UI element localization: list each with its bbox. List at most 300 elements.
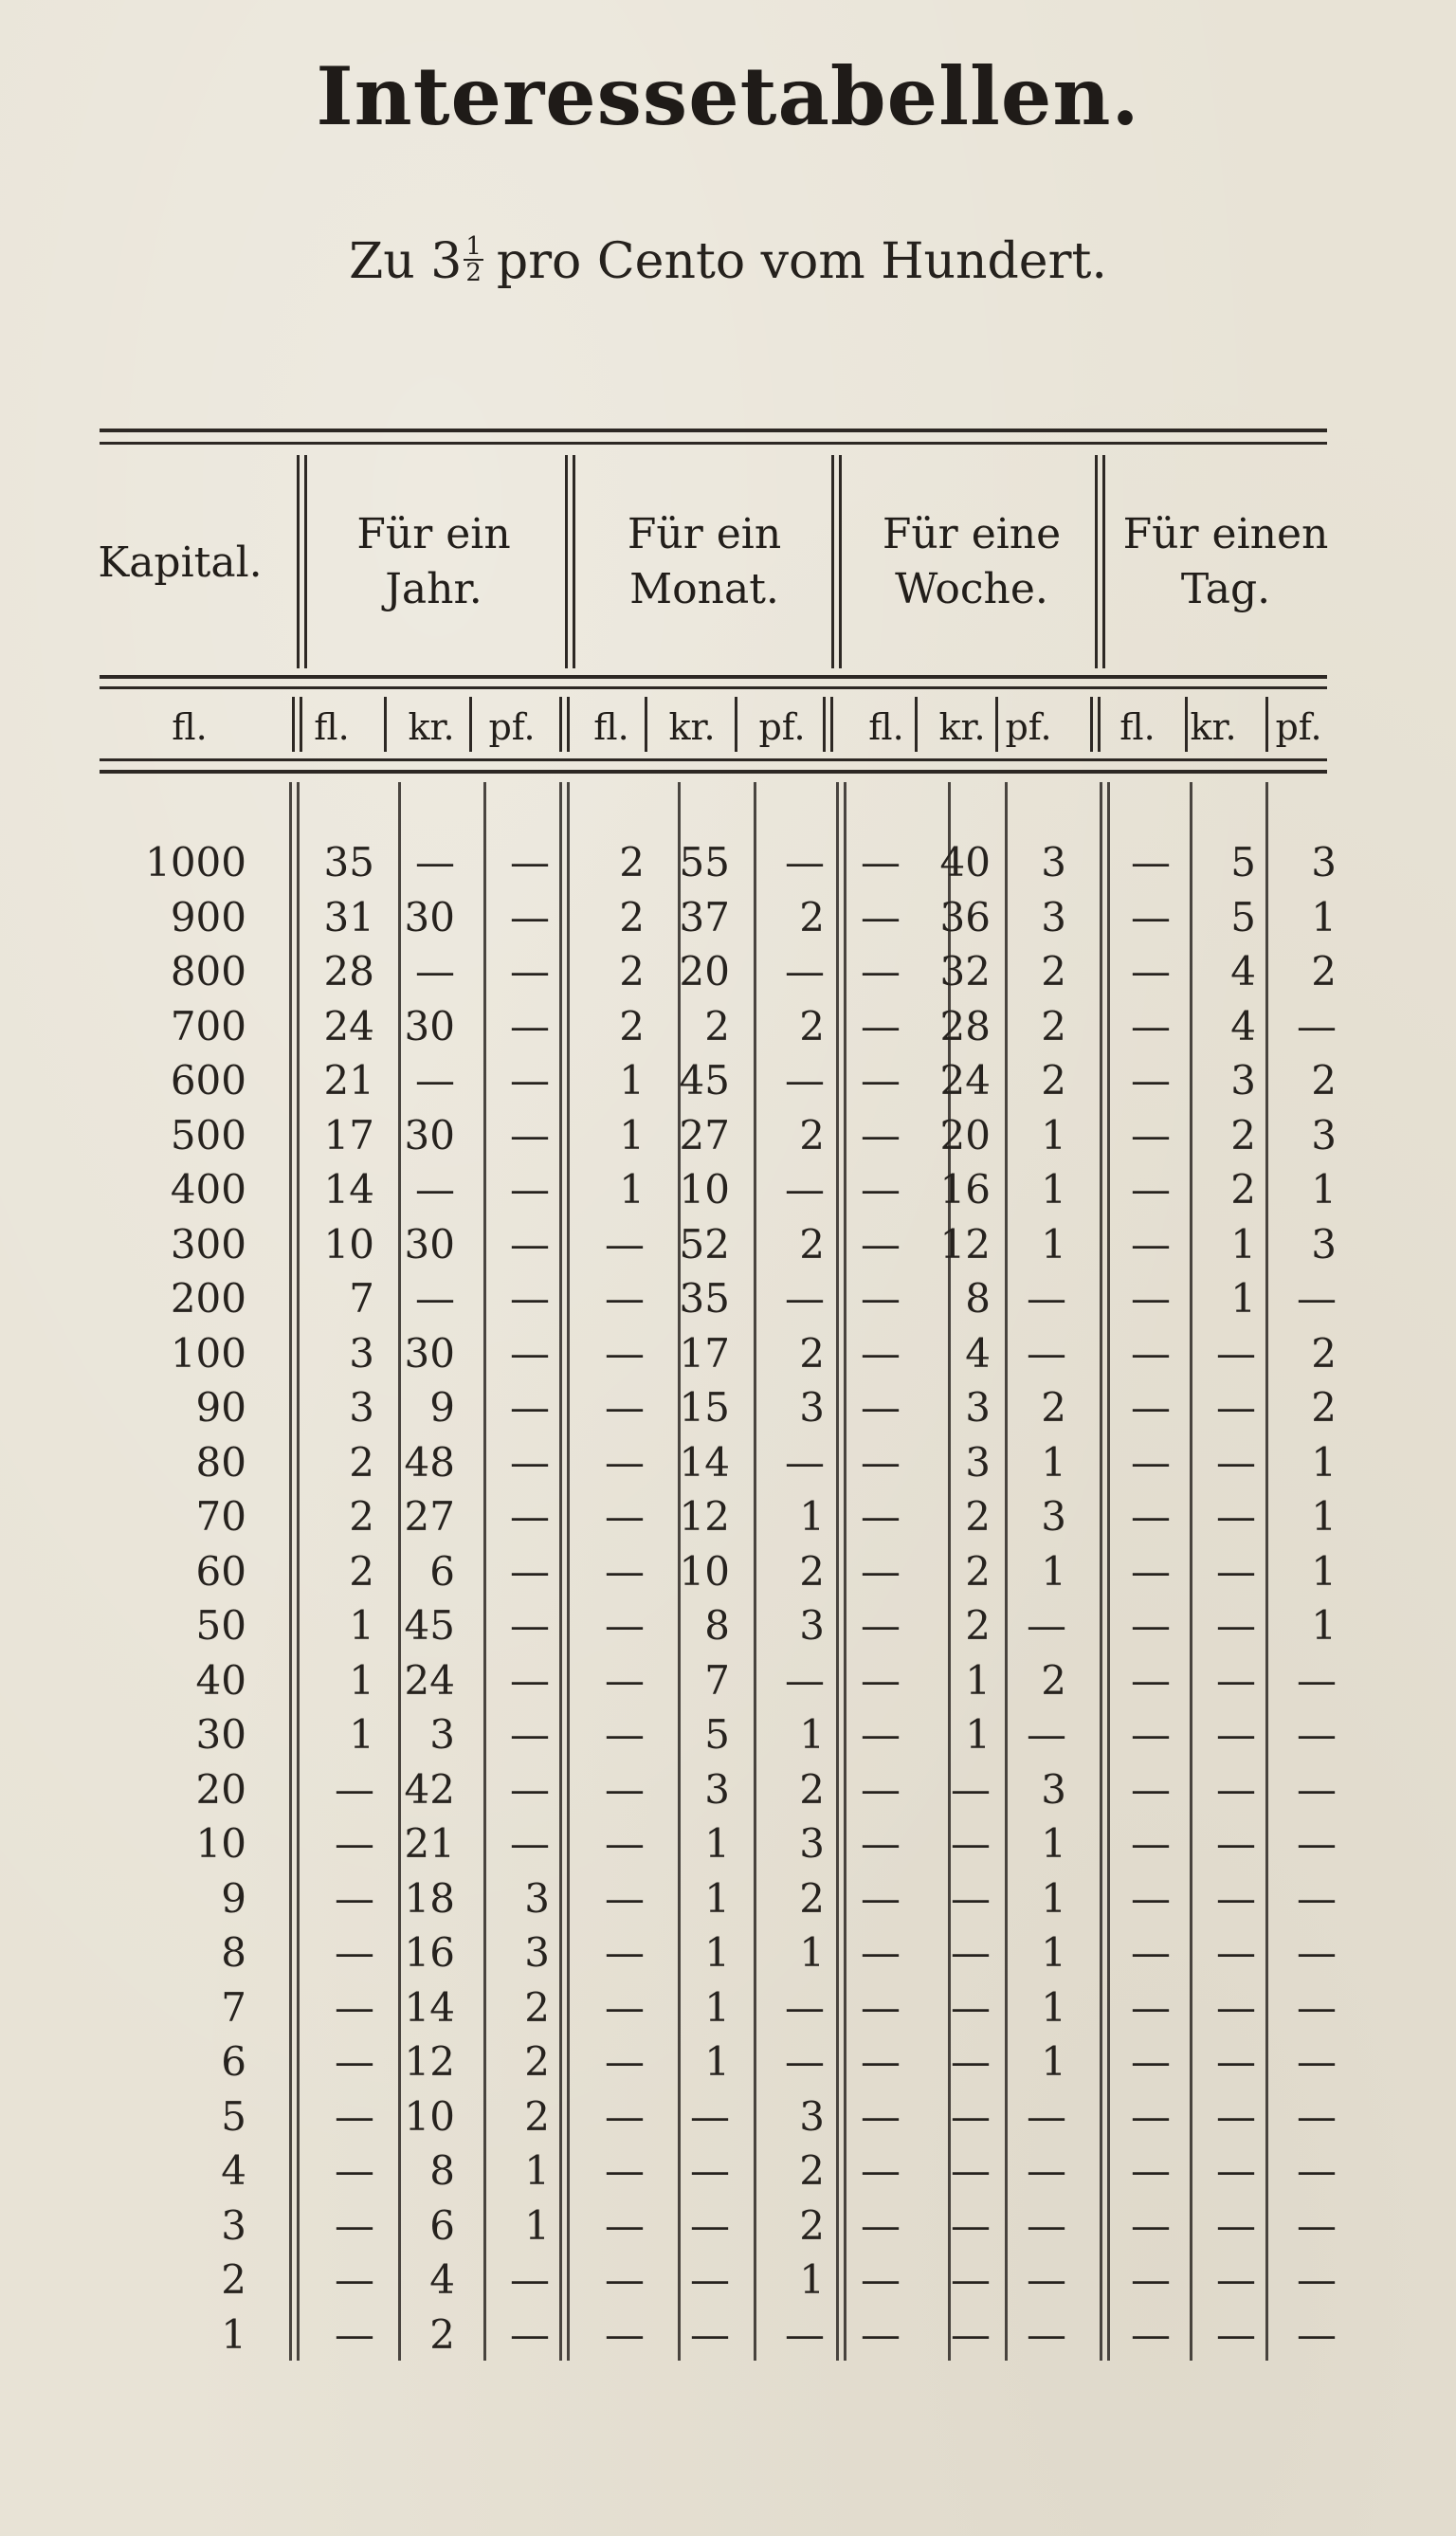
table-cell: —: [335, 2147, 374, 2194]
table-cell: —: [1297, 1275, 1337, 1322]
table-cell: 14: [679, 1438, 730, 1486]
table-cell: 1: [1041, 1111, 1066, 1159]
table-cell: —: [605, 1547, 645, 1595]
table-cell: —: [1297, 1765, 1337, 1813]
table-cell: —: [510, 1820, 550, 1867]
table-cell: 1: [799, 1493, 825, 1540]
unit-label: kr.: [938, 706, 986, 748]
table-cell: 14: [323, 1166, 374, 1213]
table-cell: 3: [524, 1929, 550, 1976]
table-cell: 7: [704, 1656, 730, 1704]
table-cell: 31: [323, 893, 374, 940]
table-cell: 3: [1041, 839, 1066, 885]
table-cell: 10: [323, 1220, 374, 1268]
table-cell: —: [861, 2201, 901, 2249]
table-cell: —: [1131, 1384, 1171, 1431]
table-cell: 1: [524, 2201, 550, 2249]
table-cell: —: [1297, 1711, 1337, 1758]
table-cell: —: [1216, 2092, 1256, 2140]
capital-value: 500: [170, 1111, 246, 1159]
table-cell: 45: [404, 1602, 455, 1649]
table-cell: 2: [349, 1493, 374, 1540]
table-cell: —: [605, 1275, 645, 1322]
table-cell: —: [861, 839, 901, 885]
capital-value: 2: [221, 2256, 246, 2303]
table-cell: 20: [939, 1111, 991, 1159]
table-cell: 3: [1041, 893, 1066, 940]
table-cell: —: [1131, 1275, 1171, 1322]
table-cell: 2: [965, 1602, 991, 1649]
table-cell: 21: [323, 1057, 374, 1104]
table-cell: 3: [349, 1329, 374, 1377]
table-cell: 2: [1230, 1166, 1256, 1213]
table-cell: 3: [799, 1820, 825, 1867]
unit-divider: [300, 697, 302, 752]
table-cell: —: [785, 1983, 825, 2031]
table-cell: —: [690, 2201, 730, 2249]
table-cell: —: [415, 1166, 455, 1213]
table-cell: 1: [704, 1929, 730, 1976]
table-cell: —: [510, 1002, 550, 1049]
capital-value: 4: [221, 2147, 246, 2194]
table-cell: 1: [799, 2256, 825, 2303]
table-cell: —: [861, 2256, 901, 2303]
unit-label: pf.: [488, 706, 536, 748]
table-cell: —: [785, 948, 825, 994]
table-cell: —: [861, 1602, 901, 1649]
table-cell: 2: [1041, 1656, 1066, 1704]
table-cell: 8: [704, 1602, 730, 1649]
table-cell: —: [861, 893, 901, 940]
table-cell: —: [951, 2201, 991, 2249]
capital-value: 80: [195, 1438, 246, 1486]
table-cell: —: [510, 839, 550, 885]
table-cell: —: [861, 1874, 901, 1922]
page-subtitle: [0, 233, 1456, 291]
table-cell: —: [335, 1983, 374, 2031]
table-cell: 17: [323, 1111, 374, 1159]
table-cell: 3: [1041, 1493, 1066, 1540]
capital-value: 30: [195, 1711, 246, 1758]
table-cell: —: [1216, 1765, 1256, 1813]
table-cell: 2: [799, 2201, 825, 2249]
header-week-line1: Für eine: [882, 510, 1062, 558]
table-cell: —: [861, 1111, 901, 1159]
table-cell: —: [1027, 2147, 1066, 2194]
table-cell: 17: [679, 1329, 730, 1377]
table-cell: 10: [679, 1547, 730, 1595]
table-cell: —: [605, 2147, 645, 2194]
header-divider: [1095, 455, 1098, 668]
table-cell: —: [415, 1275, 455, 1322]
table-cell: —: [510, 1111, 550, 1159]
table-cell: —: [1216, 2310, 1256, 2358]
table-cell: —: [1131, 839, 1171, 885]
table-cell: —: [1297, 1983, 1337, 2031]
table-cell: 2: [799, 1547, 825, 1595]
table-cell: 3: [1311, 1220, 1337, 1268]
table-cell: —: [1131, 1166, 1171, 1213]
table-cell: —: [1131, 893, 1171, 940]
table-cell: —: [510, 2256, 550, 2303]
header-month-line2: Monat.: [629, 565, 779, 613]
capital-value: 800: [170, 948, 246, 994]
unit-divider: [292, 697, 295, 752]
table-cell: 55: [679, 839, 730, 885]
table-cell: —: [861, 2147, 901, 2194]
table-cell: —: [1131, 948, 1171, 994]
table-cell: —: [605, 2201, 645, 2249]
table-cell: 15: [679, 1384, 730, 1431]
table-cell: —: [1297, 2092, 1337, 2140]
table-cell: —: [1131, 1929, 1171, 1976]
table-cell: 12: [679, 1493, 730, 1540]
unit-divider: [1098, 697, 1101, 752]
table-cell: —: [1027, 2201, 1066, 2249]
header-divider: [297, 455, 300, 668]
table-cell: 6: [429, 1547, 455, 1595]
capital-value: 1000: [145, 839, 246, 885]
unit-label: kr.: [1190, 706, 1237, 748]
capital-value: 300: [170, 1220, 246, 1268]
table-cell: —: [335, 2256, 374, 2303]
table-cell: 9: [429, 1384, 455, 1431]
unit-divider: [823, 697, 826, 752]
table-cell: 2: [349, 1547, 374, 1595]
table-cell: —: [335, 2092, 374, 2140]
unit-label: kr.: [408, 706, 455, 748]
table-cell: 42: [404, 1765, 455, 1813]
table-cell: 1: [799, 1711, 825, 1758]
table-cell: 2: [704, 1002, 730, 1049]
table-cell: —: [335, 2310, 374, 2358]
table-cell: —: [605, 1874, 645, 1922]
capital-value: 8: [221, 1929, 246, 1976]
table-cell: —: [1297, 1656, 1337, 1704]
table-cell: 2: [799, 1002, 825, 1049]
unit-divider: [1265, 697, 1268, 752]
table-cell: —: [861, 1275, 901, 1322]
table-cell: 1: [1230, 1275, 1256, 1322]
header-bottom-rule: [100, 675, 1327, 679]
table-cell: —: [861, 1493, 901, 1540]
table-cell: —: [335, 1874, 374, 1922]
table-cell: 3: [1311, 1111, 1337, 1159]
table-cell: 2: [1230, 1111, 1256, 1159]
table-cell: —: [1216, 1384, 1256, 1431]
unit-divider: [559, 697, 562, 752]
unit-capital: fl.: [172, 706, 208, 748]
table-cell: —: [1216, 1983, 1256, 2031]
fraction-numerator: 1: [465, 231, 482, 261]
subtitle-suffix: pro Cento vom Hundert.: [496, 233, 1107, 290]
unit-label: fl.: [868, 706, 904, 748]
unit-divider: [1185, 697, 1188, 752]
table-cell: 1: [1311, 1547, 1337, 1595]
table-cell: 12: [939, 1220, 991, 1268]
table-cell: 1: [704, 1820, 730, 1867]
capital-value: 100: [170, 1329, 246, 1377]
table-cell: 2: [349, 1438, 374, 1486]
column-divider: [1265, 782, 1268, 2361]
column-divider: [559, 782, 562, 2361]
header-month: [576, 507, 832, 617]
capital-value: 900: [170, 893, 246, 940]
table-cell: 2: [965, 1547, 991, 1595]
table-cell: —: [510, 1166, 550, 1213]
table-cell: 2: [799, 1765, 825, 1813]
table-cell: —: [1131, 2256, 1171, 2303]
table-cell: —: [1297, 2038, 1337, 2085]
table-cell: 27: [404, 1493, 455, 1540]
table-cell: 1: [1311, 1602, 1337, 1649]
header-day-line1: Für einen: [1122, 510, 1329, 558]
capital-value: 6: [221, 2038, 246, 2085]
table-top-rule-inner: [100, 442, 1327, 445]
table-cell: —: [1027, 1602, 1066, 1649]
table-cell: 20: [679, 948, 730, 994]
header-year-line2: Jahr.: [385, 565, 482, 613]
capital-value: 400: [170, 1166, 246, 1213]
table-cell: 1: [1230, 1220, 1256, 1268]
table-cell: 28: [939, 1002, 991, 1049]
table-cell: 1: [1311, 1438, 1337, 1486]
capital-value: 9: [221, 1874, 246, 1922]
table-cell: 4: [965, 1329, 991, 1377]
table-cell: 2: [1041, 1057, 1066, 1104]
table-cell: 2: [1311, 1329, 1337, 1377]
capital-value: 200: [170, 1275, 246, 1322]
table-cell: —: [951, 1874, 991, 1922]
table-cell: —: [605, 1711, 645, 1758]
table-cell: 2: [799, 1874, 825, 1922]
table-cell: —: [1297, 2256, 1337, 2303]
table-cell: —: [785, 1656, 825, 1704]
table-cell: 2: [1041, 1384, 1066, 1431]
column-divider: [289, 782, 292, 2361]
table-cell: 3: [799, 1602, 825, 1649]
table-cell: 2: [965, 1493, 991, 1540]
table-cell: 45: [679, 1057, 730, 1104]
unit-label: pf.: [758, 706, 806, 748]
unit-divider: [469, 697, 472, 752]
capital-value: 7: [221, 1983, 246, 2031]
table-cell: 3: [429, 1711, 455, 1758]
table-cell: 1: [524, 2147, 550, 2194]
header-year-line1: Für ein: [356, 510, 511, 558]
table-cell: 36: [939, 893, 991, 940]
table-cell: —: [605, 1438, 645, 1486]
table-cell: —: [861, 2310, 901, 2358]
table-cell: —: [510, 1765, 550, 1813]
unit-divider: [384, 697, 387, 752]
table-cell: 2: [1041, 948, 1066, 994]
table-cell: —: [1216, 1438, 1256, 1486]
table-cell: —: [861, 1384, 901, 1431]
table-cell: 16: [939, 1166, 991, 1213]
capital-value: 600: [170, 1057, 246, 1104]
table-cell: 2: [799, 2147, 825, 2194]
table-cell: —: [1216, 1602, 1256, 1649]
table-cell: —: [1131, 1493, 1171, 1540]
table-cell: 1: [1041, 1220, 1066, 1268]
table-cell: —: [1216, 1547, 1256, 1595]
table-cell: 3: [965, 1384, 991, 1431]
table-cell: 24: [323, 1002, 374, 1049]
table-cell: —: [1131, 1438, 1171, 1486]
unit-label: pf.: [1005, 706, 1052, 748]
table-cell: 2: [524, 1983, 550, 2031]
table-cell: 1: [704, 2038, 730, 2085]
table-cell: 2: [524, 2092, 550, 2140]
table-cell: —: [1131, 1820, 1171, 1867]
table-cell: —: [1131, 1874, 1171, 1922]
unit-divider: [1090, 697, 1093, 752]
table-cell: —: [510, 1547, 550, 1595]
table-cell: 1: [349, 1711, 374, 1758]
table-cell: —: [1131, 2038, 1171, 2085]
table-cell: 24: [939, 1057, 991, 1104]
table-cell: 1: [965, 1711, 991, 1758]
table-cell: 2: [1311, 948, 1337, 994]
table-cell: —: [785, 1275, 825, 1322]
table-cell: 16: [404, 1929, 455, 1976]
table-cell: —: [861, 2092, 901, 2140]
table-cell: —: [861, 1166, 901, 1213]
table-cell: —: [510, 1057, 550, 1104]
table-cell: —: [1131, 1220, 1171, 1268]
table-cell: —: [785, 2038, 825, 2085]
capital-value: 90: [195, 1384, 246, 1431]
table-cell: —: [605, 1983, 645, 2031]
table-cell: 2: [799, 893, 825, 940]
table-cell: —: [510, 1384, 550, 1431]
header-week: [844, 507, 1100, 617]
capital-value: 700: [170, 1002, 246, 1049]
table-cell: 3: [799, 2092, 825, 2140]
table-cell: —: [785, 1166, 825, 1213]
header-month-line1: Für ein: [627, 510, 782, 558]
table-cell: —: [1216, 1656, 1256, 1704]
table-cell: —: [1131, 1002, 1171, 1049]
table-cell: 37: [679, 893, 730, 940]
table-cell: —: [605, 1384, 645, 1431]
table-cell: —: [861, 1820, 901, 1867]
table-cell: —: [1216, 2147, 1256, 2194]
table-cell: 3: [704, 1765, 730, 1813]
table-cell: —: [1216, 2038, 1256, 2085]
table-cell: 6: [429, 2201, 455, 2249]
table-cell: 40: [939, 839, 991, 885]
header-divider: [831, 455, 834, 668]
table-cell: —: [415, 839, 455, 885]
table-cell: —: [605, 1929, 645, 1976]
table-cell: 2: [1311, 1057, 1337, 1104]
unit-label: pf.: [1275, 706, 1322, 748]
table-cell: —: [1131, 1602, 1171, 1649]
table-cell: 2: [429, 2310, 455, 2358]
table-cell: 1: [619, 1166, 645, 1213]
table-top-rule: [100, 429, 1327, 432]
table-cell: 27: [679, 1111, 730, 1159]
table-cell: —: [861, 1765, 901, 1813]
table-cell: 12: [404, 2038, 455, 2085]
unit-bottom-rule-inner: [100, 770, 1327, 774]
table-cell: —: [1131, 2092, 1171, 2140]
table-cell: —: [510, 948, 550, 994]
table-cell: 2: [619, 948, 645, 994]
table-cell: 2: [619, 893, 645, 940]
header-day: [1107, 507, 1344, 617]
table-cell: —: [510, 893, 550, 940]
header-bottom-rule-inner: [100, 686, 1327, 689]
table-cell: 1: [349, 1602, 374, 1649]
table-cell: 1: [1041, 1166, 1066, 1213]
header-divider: [839, 455, 842, 668]
table-cell: —: [510, 2310, 550, 2358]
table-cell: —: [510, 1493, 550, 1540]
table-cell: —: [415, 948, 455, 994]
table-cell: —: [951, 2038, 991, 2085]
table-cell: 3: [1041, 1765, 1066, 1813]
table-cell: —: [510, 1220, 550, 1268]
table-cell: —: [1027, 2310, 1066, 2358]
unit-divider: [830, 697, 833, 752]
capital-value: 70: [195, 1493, 246, 1540]
table-cell: 1: [1041, 1983, 1066, 2031]
table-cell: —: [785, 839, 825, 885]
table-cell: —: [335, 1820, 374, 1867]
table-cell: 32: [939, 948, 991, 994]
table-cell: —: [510, 1275, 550, 1322]
header-day-line2: Tag.: [1180, 565, 1271, 613]
table-cell: —: [1216, 1874, 1256, 1922]
header-week-line2: Woche.: [895, 565, 1048, 613]
table-cell: —: [605, 1820, 645, 1867]
table-cell: —: [510, 1438, 550, 1486]
capital-value: 1: [221, 2310, 246, 2358]
table-cell: —: [861, 1057, 901, 1104]
table-cell: —: [1216, 1711, 1256, 1758]
table-cell: —: [415, 1057, 455, 1104]
unit-divider: [995, 697, 998, 752]
table-cell: —: [861, 1656, 901, 1704]
table-cell: —: [605, 1765, 645, 1813]
table-cell: —: [861, 948, 901, 994]
unit-divider: [915, 697, 918, 752]
table-cell: 2: [524, 2038, 550, 2085]
table-cell: 1: [1311, 1493, 1337, 1540]
header-year: [308, 507, 559, 617]
table-cell: 3: [349, 1384, 374, 1431]
page-title: Interessetabellen.: [316, 49, 1140, 143]
table-cell: 2: [619, 839, 645, 885]
table-cell: —: [690, 2147, 730, 2194]
table-cell: —: [1131, 1656, 1171, 1704]
table-cell: —: [1131, 1111, 1171, 1159]
unit-label: kr.: [668, 706, 716, 748]
capital-header: Kapital.: [98, 538, 263, 587]
capital-value: 3: [221, 2201, 246, 2249]
table-cell: —: [1216, 2256, 1256, 2303]
table-cell: 1: [704, 1983, 730, 2031]
table-cell: —: [1297, 2310, 1337, 2358]
table-cell: 8: [429, 2147, 455, 2194]
table-cell: 52: [679, 1220, 730, 1268]
table-cell: —: [335, 2038, 374, 2085]
table-cell: —: [1297, 1002, 1337, 1049]
table-cell: 30: [404, 1329, 455, 1377]
